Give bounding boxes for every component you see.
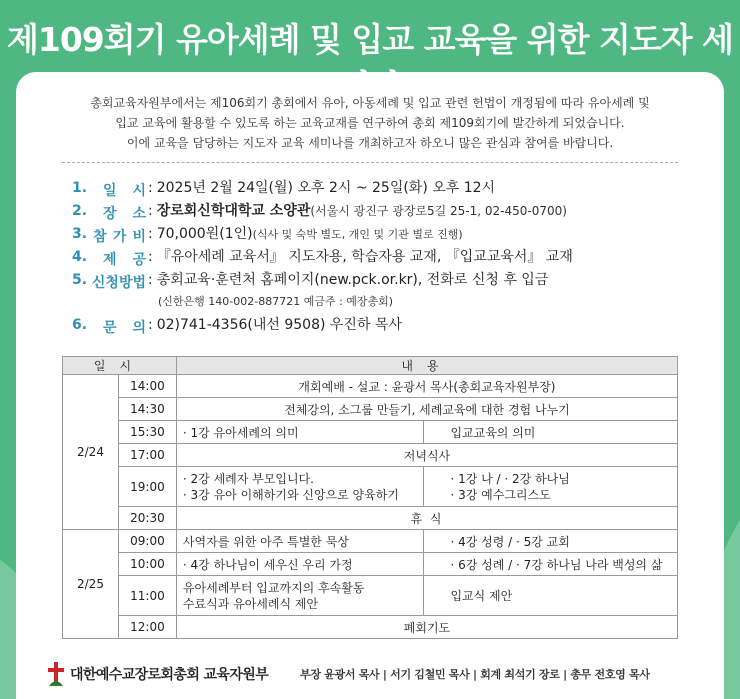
table-row — [63, 444, 678, 467]
table-row — [63, 507, 678, 530]
table-row — [63, 398, 678, 421]
date-cell: 2/25 — [63, 530, 119, 639]
info-label: 6. 문 의 — [72, 317, 146, 336]
content-cell-right: 입교식 제안 — [424, 576, 678, 616]
content-cell: 전체강의, 소그룹 만들기, 세례교육에 대한 경험 나누기 — [176, 398, 677, 421]
intro-text — [40, 93, 700, 153]
intro-line: 이에 교육을 담당하는 지도자 교육 세미나를 개최하고자 하오니 많은 관심과 참여를 바랍니다. — [126, 136, 614, 150]
table-row — [63, 375, 678, 398]
content-cell-left: · 4강 하나님이 세우신 우리 가정 — [176, 553, 424, 576]
info-value: 장로회신학대학교 소양관 — [156, 203, 311, 219]
content-cell: 저녁식사 — [176, 444, 677, 467]
info-row-date: 1. 일 시 : 2025년 2월 24일(월) 오후 2시 ~ 25일(화) 오후 12시 — [72, 177, 712, 200]
info-row-provide: 4. 제 공 : 『유아세례 교육서』 지도자용, 학습자용 교재, 『입교교육서』 교재 — [72, 246, 712, 269]
content-cell-right: · 6강 성례 / · 7강 하나님 나라 백성의 삶 — [424, 553, 678, 576]
table-row — [63, 616, 678, 639]
header-datetime: 일시 — [63, 357, 177, 375]
table-row — [63, 530, 678, 553]
content-cell-right: · 4강 성령 / · 5강 교회 — [424, 530, 678, 553]
info-value: 『유아세례 교육서』 지도자용, 학습자용 교재, 『입교교육서』 교재 — [156, 249, 573, 265]
info-row-apply: 5. 신청방법 : 총회교육·훈련처 홈페이지(new.pck.or.kr), 전화로 신청 후 입금 — [72, 269, 712, 292]
time-cell: 17:00 — [118, 444, 176, 467]
info-label: 1. 일 시 — [72, 180, 146, 199]
content-cell-left: · 2강 세례자 부모입니다. · 3강 유아 이해하기와 신앙으로 양육하기 — [176, 467, 424, 507]
time-cell: 09:00 — [118, 530, 176, 553]
time-cell: 12:00 — [118, 616, 176, 639]
table-header-row — [63, 357, 678, 375]
info-value: 02)741-4356(내선 9508) 우진하 목사 — [156, 317, 402, 333]
org-logo — [46, 662, 268, 686]
table-row — [63, 553, 678, 576]
table-row — [63, 421, 678, 444]
info-row-fee: 3. 참 가 비 : 70,000원(1인) (식사 및 숙박 별도, 개인 및 기관 별로 진행) — [72, 223, 712, 246]
info-value: 2025년 2월 24일(월) 오후 2시 ~ 25일(화) 오후 12시 — [156, 180, 496, 196]
time-cell: 14:30 — [118, 398, 176, 421]
info-list — [72, 177, 712, 337]
date-cell: 2/24 — [63, 375, 119, 530]
info-row-place: 2. 장 소 : 장로회신학대학교 소양관 (서울시 광진구 광장로5길 25-1, 02-450-0700) — [72, 200, 712, 223]
info-label: 2. 장 소 — [72, 203, 146, 222]
intro-line: 입교 교육에 활용할 수 있도록 하는 교육교재를 연구하여 총회 제109회기에 발간하게 되었습니다. — [115, 116, 625, 130]
bank-account: (신한은행 140-002-887721 예금주 : 예장총회) — [158, 295, 394, 308]
content-cell: 개회예배 - 설교 : 윤광서 목사(총회교육자원부장) — [176, 375, 677, 398]
info-label: 3. 참 가 비 — [72, 226, 146, 245]
content-cell-right: · 1강 나 / · 2강 하나님 · 3강 예수그리스도 — [424, 467, 678, 507]
time-cell: 11:00 — [118, 576, 176, 616]
time-cell: 14:00 — [118, 375, 176, 398]
info-row-contact: 6. 문 의 : 02)741-4356(내선 9508) 우진하 목사 — [72, 314, 712, 337]
time-cell: 10:00 — [118, 553, 176, 576]
header-content: 내용 — [176, 357, 677, 375]
time-cell: 15:30 — [118, 421, 176, 444]
info-value: 70,000원(1인) — [156, 226, 253, 242]
info-value: 총회교육·훈련처 홈페이지(new.pck.or.kr), 전화로 신청 후 입금 — [156, 272, 549, 288]
content-cell-left: 사역자를 위한 아주 특별한 묵상 — [176, 530, 424, 553]
table-row — [63, 576, 678, 616]
content-cell-left: 유아세례부터 입교까지의 후속활동 수료식과 유아세례식 제안 — [176, 576, 424, 616]
content-cell: 폐회기도 — [176, 616, 677, 639]
staff-list: 부장 윤광서 목사 | 서기 김철민 목사 | 회계 최석기 장로 | 총무 전호영 목사 — [300, 668, 650, 681]
info-label: 4. 제 공 — [72, 249, 146, 268]
content-cell-left: · 1강 유아세례의 의미 — [176, 421, 424, 444]
page-title: 제109회기 유아세례 및 입교 교육을 위한 지도자 세미나 — [7, 20, 733, 106]
info-sub: (식사 및 숙박 별도, 개인 및 기관 별로 진행) — [252, 228, 463, 241]
time-cell: 20:30 — [118, 507, 176, 530]
intro-line: 총회교육자원부에서는 제106회기 총회에서 유아, 아동세례 및 입교 관련 헌법이 개정됨에 따라 유아세례 및 — [90, 96, 650, 110]
info-sub: (서울시 광진구 광장로5길 25-1, 02-450-0700) — [310, 204, 567, 218]
cross-icon — [46, 662, 66, 686]
time-cell: 19:00 — [118, 467, 176, 507]
dashed-divider — [62, 162, 678, 163]
content-cell-right: 입교교육의 의미 — [424, 421, 678, 444]
org-name: 대한예수교장로회총회 교육자원부 — [70, 667, 269, 683]
schedule-table — [62, 356, 678, 639]
table-row — [63, 467, 678, 507]
info-label: 5. 신청방법 — [72, 272, 146, 291]
content-cell: 휴 식 — [176, 507, 677, 530]
